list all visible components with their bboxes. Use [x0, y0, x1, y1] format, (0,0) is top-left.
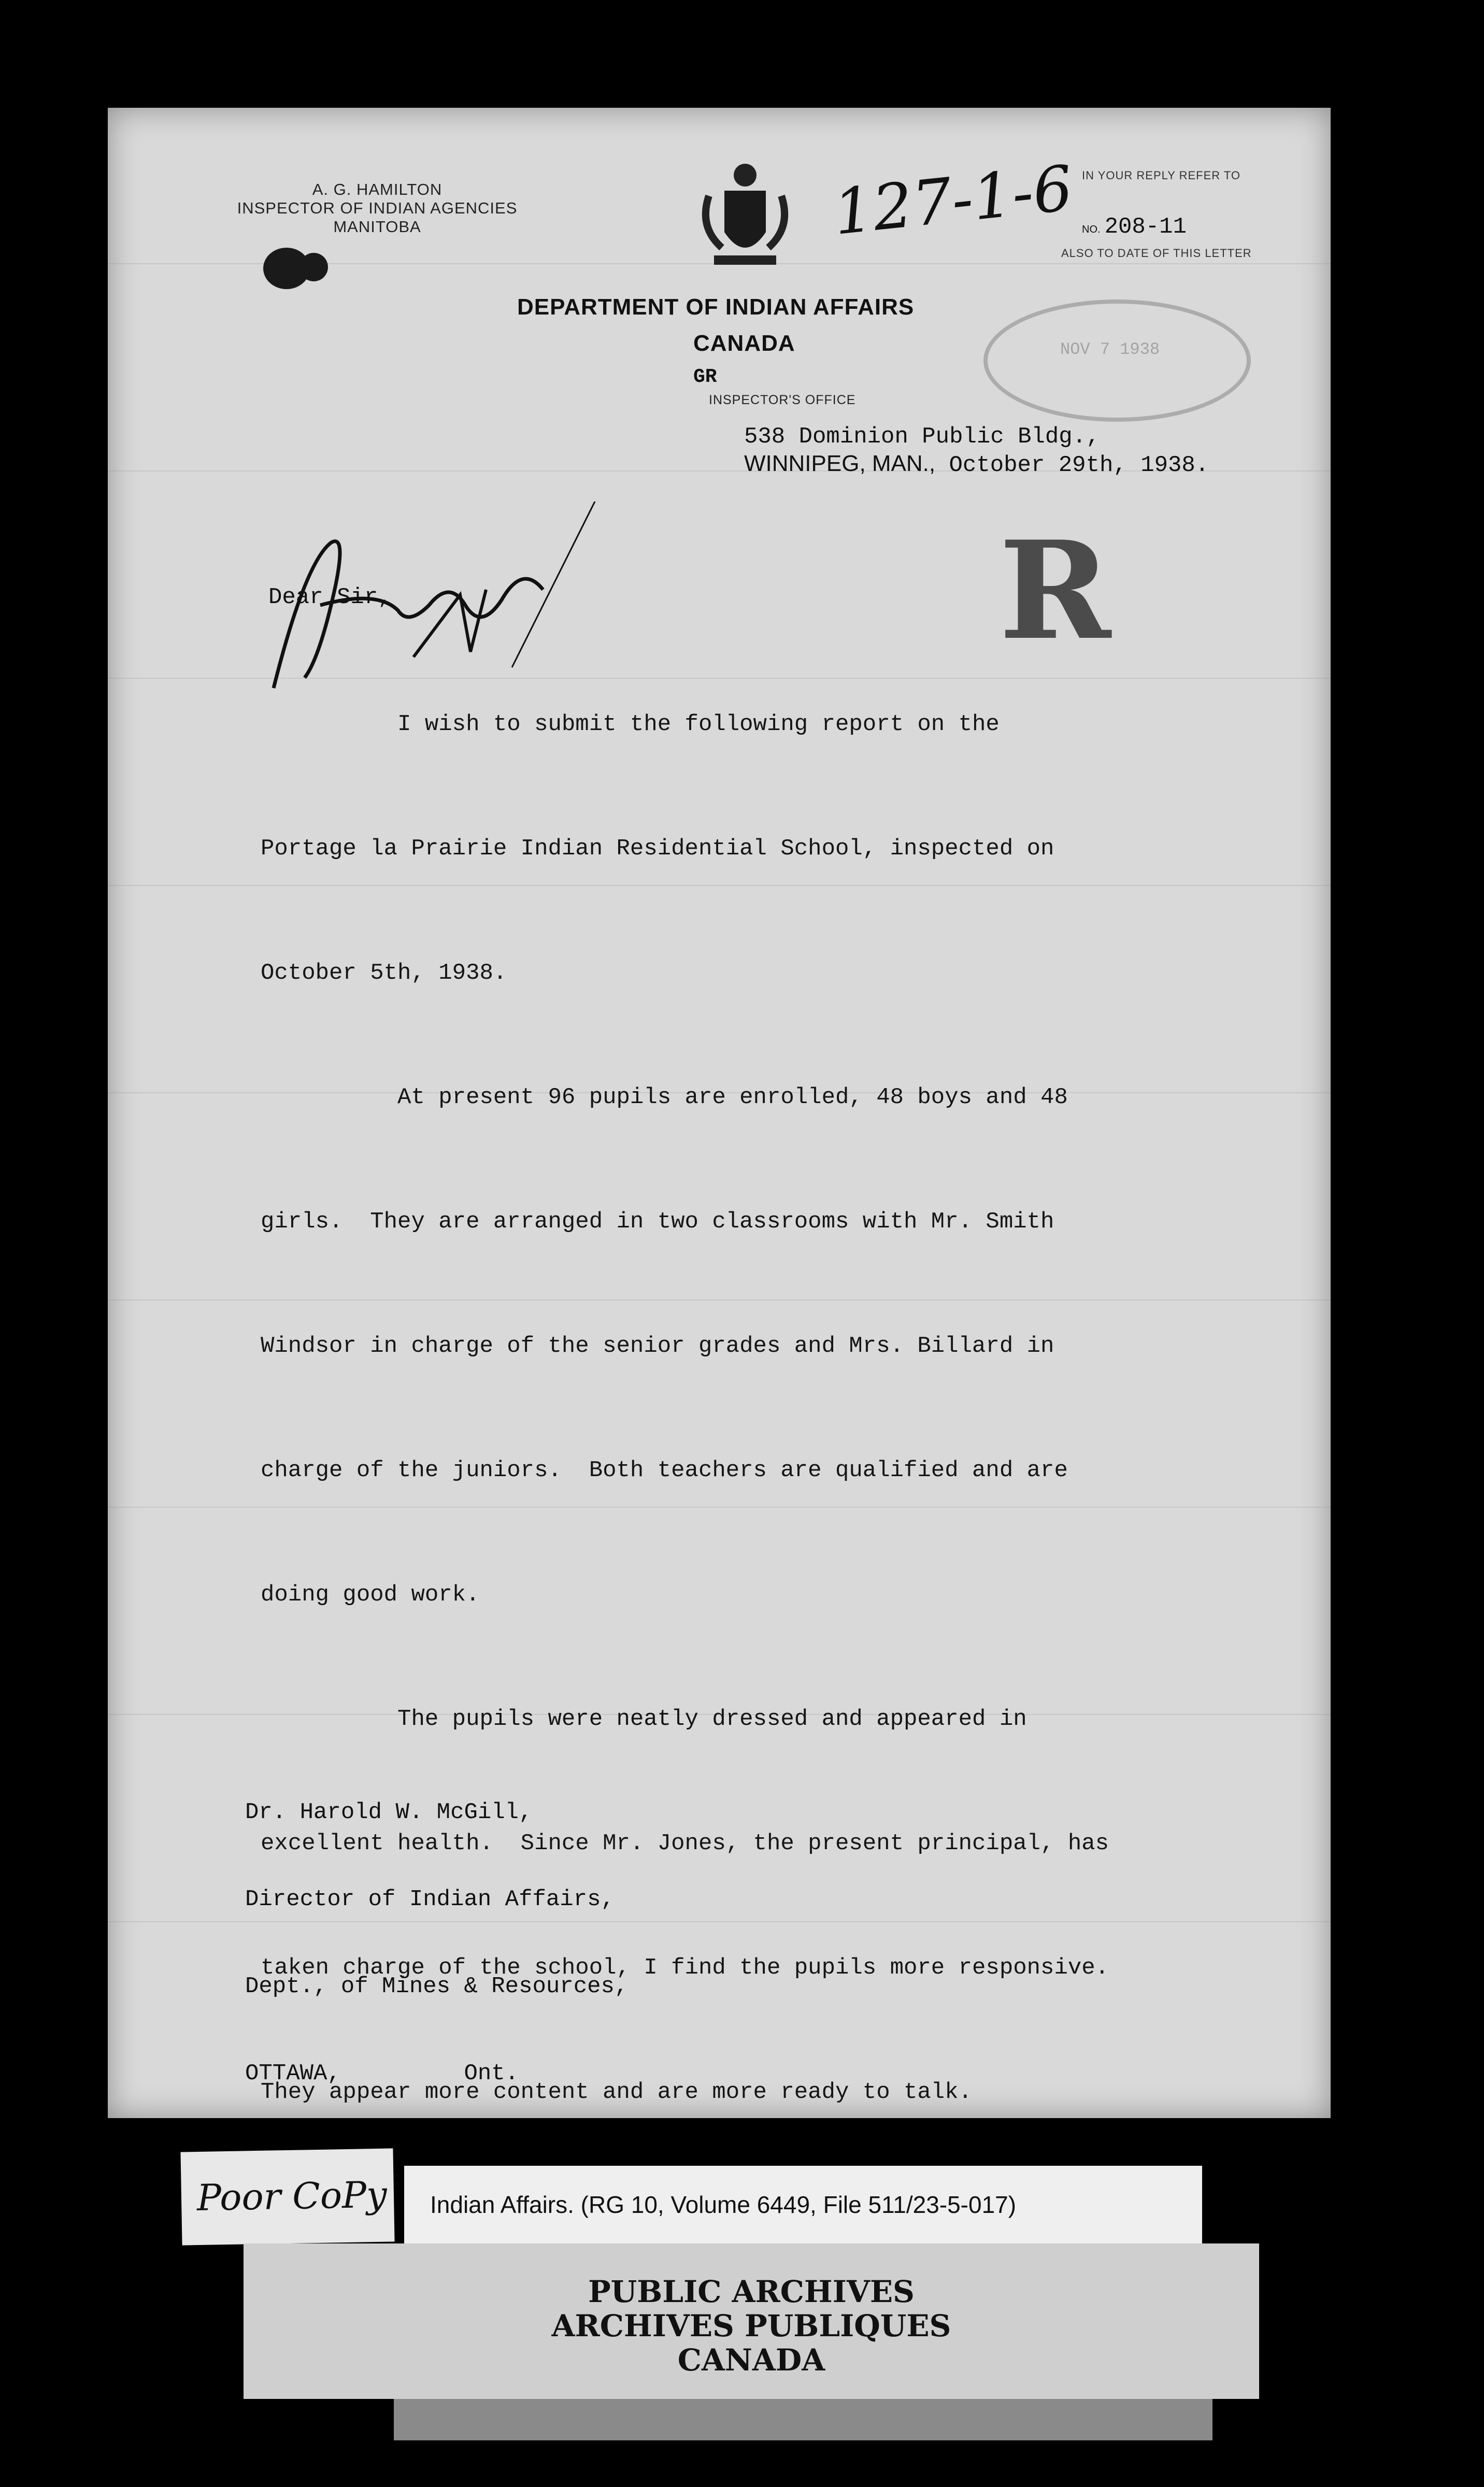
- label-shadow: [394, 2399, 1212, 2440]
- archives-line: PUBLIC ARCHIVES: [588, 2274, 915, 2309]
- received-stamp: [983, 299, 1251, 422]
- department-title: DEPARTMENT OF INDIAN AFFAIRS: [517, 294, 915, 320]
- archives-line: CANADA: [677, 2342, 825, 2378]
- body-line: The pupils were neatly dressed and appeared in: [261, 1706, 1027, 1732]
- handwritten-file-number: 127-1-6: [830, 152, 1076, 249]
- body-line: charge of the juniors. Both teachers are qualified and are: [261, 1457, 1068, 1483]
- recipient-block: [245, 1740, 628, 2118]
- address-line: 538 Dominion Public Bldg.,: [744, 424, 1100, 450]
- body-line: doing good work.: [261, 1582, 480, 1608]
- citation-text: Indian Affairs. (RG 10, Volume 6449, File 511/23-5-017): [430, 2191, 1017, 2218]
- citation-label: [404, 2166, 1202, 2249]
- handwritten-initials: GR: [693, 366, 717, 388]
- recipient-line: Dept., of Mines & Resources,: [245, 1974, 629, 1999]
- recipient-line: Director of Indian Affairs,: [245, 1886, 615, 1912]
- reference-number-value: 208-11: [1104, 214, 1187, 240]
- ink-blot: [299, 253, 328, 281]
- poor-copy-label: [180, 2148, 394, 2245]
- office-label: INSPECTOR'S OFFICE: [709, 393, 856, 407]
- recipient-line: OTTAWA, Ont.: [245, 2061, 519, 2086]
- body-line: taken charge of the school, I find the pupils more responsive.: [261, 1955, 1109, 1981]
- archives-label: [244, 2243, 1259, 2399]
- letter-sheet: [108, 108, 1331, 2118]
- inspector-province: MANITOBA: [333, 218, 421, 236]
- poor-copy-text: Poor CoPy: [196, 2173, 388, 2220]
- received-stamp-text: NOV 7 1938: [1060, 340, 1160, 359]
- inspector-block: [180, 180, 574, 236]
- salutation: Dear Sir,: [268, 584, 392, 610]
- letter-date: October 29th, 1938.: [949, 452, 1209, 478]
- archives-line: ARCHIVES PUBLIQUES: [551, 2308, 951, 2343]
- inspector-name: A. G. HAMILTON: [312, 180, 443, 198]
- city-date-line: [744, 451, 1209, 478]
- body-line: girls. They are arranged in two classrooms with Mr. Smith: [261, 1209, 1054, 1235]
- reply-note: IN YOUR REPLY REFER TO: [1082, 169, 1241, 182]
- city: WINNIPEG, MAN.,: [744, 451, 936, 476]
- body-line: I wish to submit the following report on the: [261, 711, 1000, 737]
- body-line: October 5th, 1938.: [261, 960, 507, 986]
- recipient-line: Dr. Harold W. McGill,: [245, 1799, 533, 1825]
- coat-of-arms-icon: [693, 160, 797, 274]
- reference-number: [1082, 214, 1187, 240]
- reference-no-label: NO.: [1082, 224, 1101, 235]
- register-mark: R: [999, 512, 1111, 670]
- inspector-title: INSPECTOR OF INDIAN AGENCIES: [237, 199, 518, 217]
- body-line: Windsor in charge of the senior grades and Mrs. Billard in: [261, 1333, 1054, 1359]
- body-line: They appear more content and are more ready to talk.: [261, 2079, 973, 2105]
- body-line: excellent health. Since Mr. Jones, the present principal, has: [261, 1831, 1109, 1856]
- country-title: CANADA: [693, 331, 795, 356]
- also-note: ALSO TO DATE OF THIS LETTER: [1061, 247, 1252, 260]
- body-line: Portage la Prairie Indian Residential School, inspected on: [261, 836, 1054, 862]
- body-line: At present 96 pupils are enrolled, 48 boys and 48: [261, 1084, 1068, 1110]
